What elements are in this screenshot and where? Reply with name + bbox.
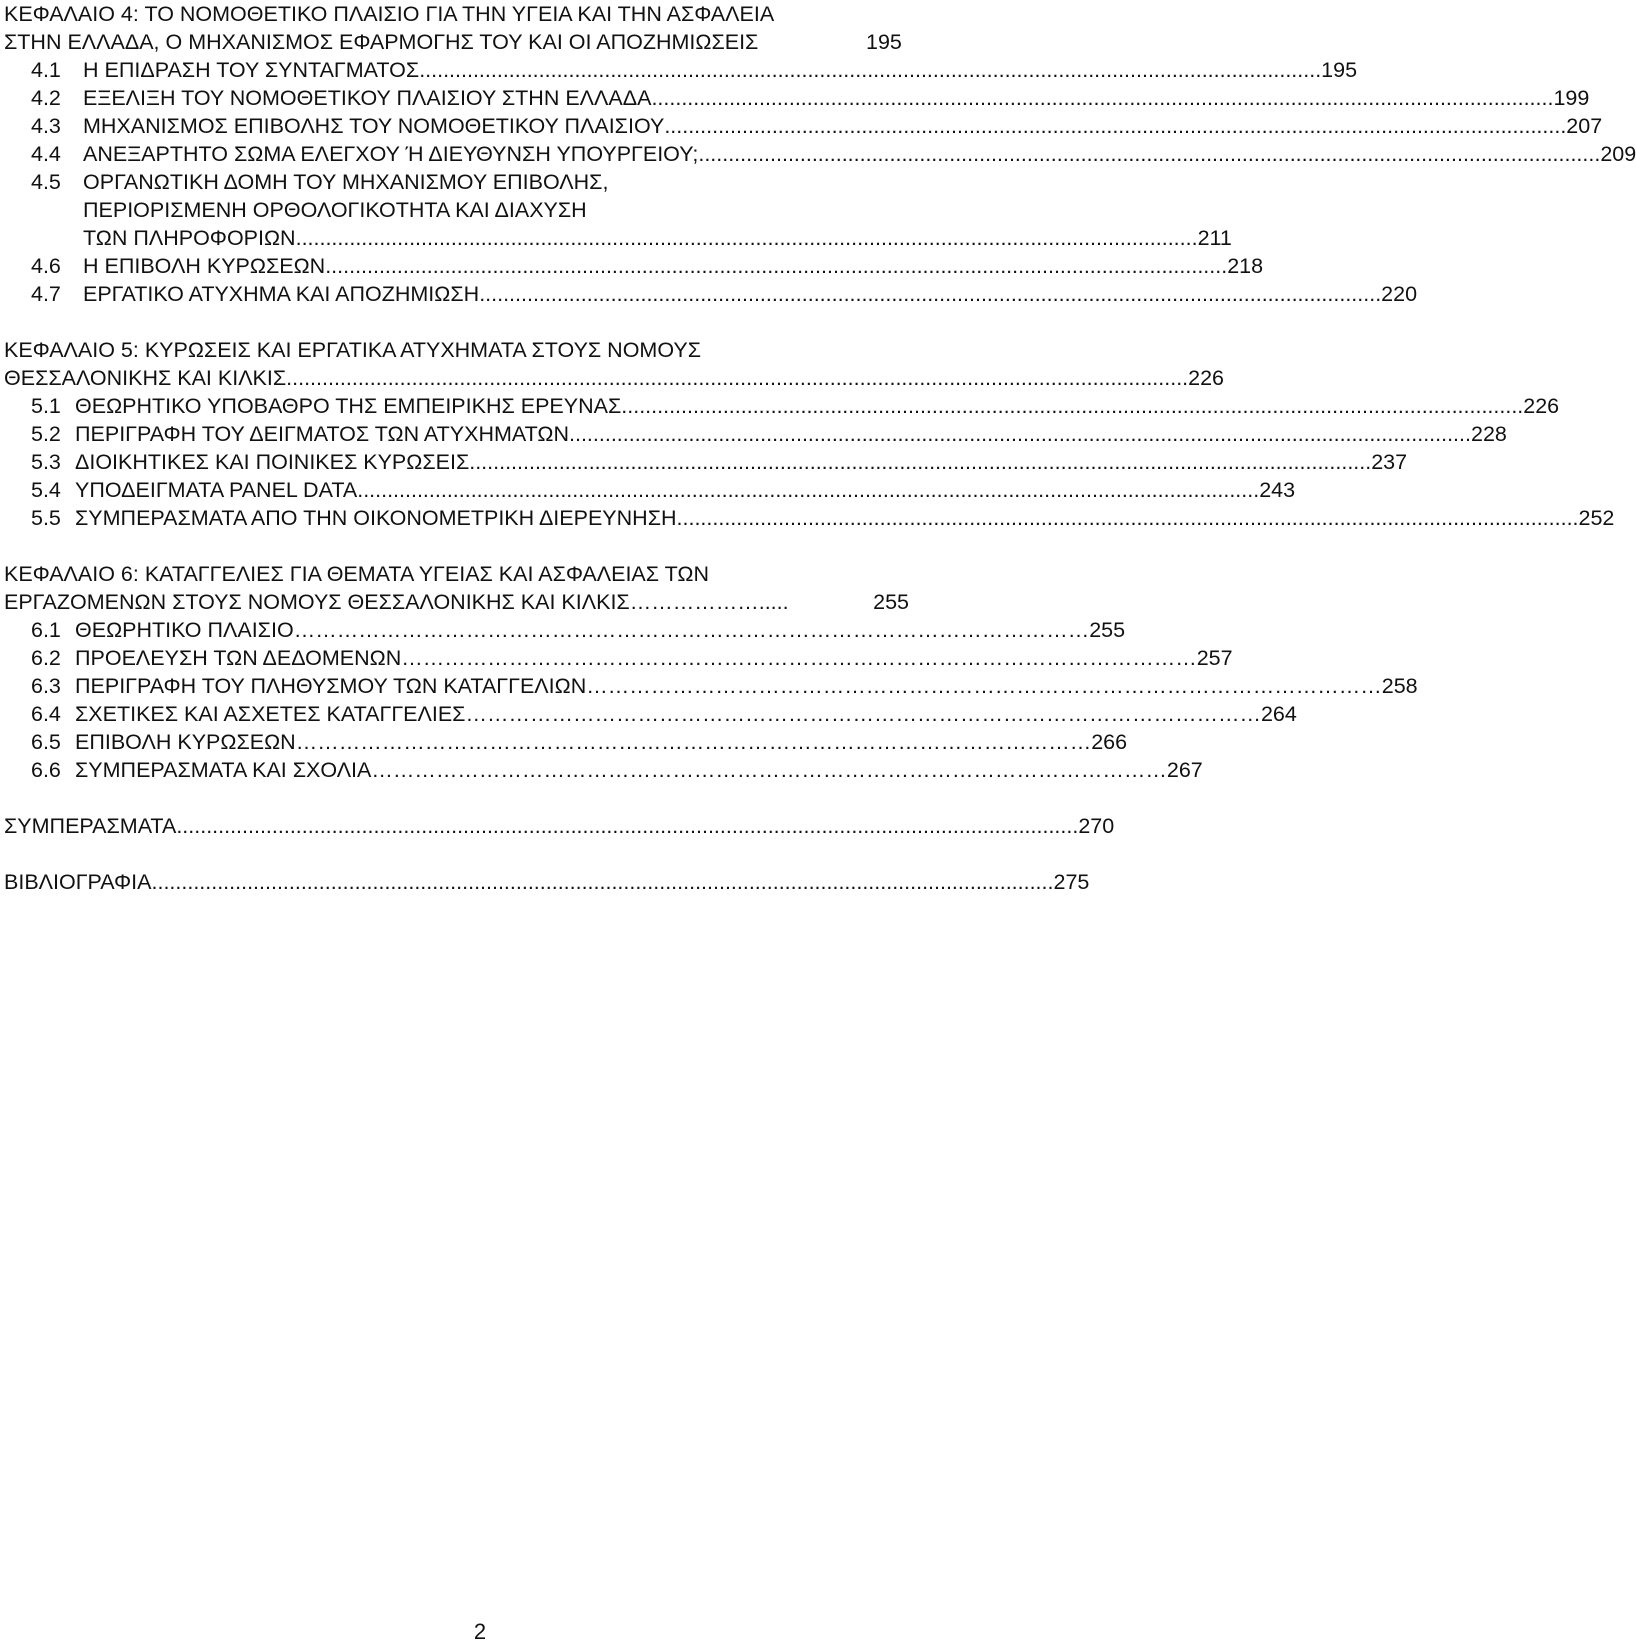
dot-leader: ………………………………………………………………………………………………… (371, 758, 1167, 782)
section-number: 5.5 (31, 506, 61, 530)
section-page: 252 (1578, 506, 1615, 530)
section-number: 4.5 (31, 170, 61, 194)
section-page: 243 (1259, 478, 1296, 502)
section-title: ΠΕΡΙΓΡΑΦΗ ΤΟΥ ΔΕΙΓΜΑΤΟΣ ΤΩΝ ΑΤΥΧΗΜΑΤΩΝ (75, 422, 569, 446)
section-title: ΔΙΟΙΚΗΤΙΚΕΣ ΚΑΙ ΠΟΙΝΙΚΕΣ ΚΥΡΩΣΕΙΣ (75, 450, 470, 474)
chapter-6-page: 255 (873, 590, 909, 614)
conclusions-entry (4, 812, 1115, 840)
dot-leader: ....................................................................................................................................................... (325, 254, 1228, 278)
dot-leader: ………………………………………………………………………………………………… (586, 674, 1382, 698)
section-page: 257 (1196, 646, 1233, 670)
section-number: 6.2 (31, 646, 61, 670)
section-title-line3: ΤΩΝ ΠΛΗΡΟΦΟΡΙΩΝ (83, 226, 296, 250)
section-page: 228 (1470, 422, 1507, 446)
toc-entry (31, 392, 1560, 420)
section-title: ΣΥΜΠΕΡΑΣΜΑΤΑ ΑΠΟ ΤΗΝ ΟΙΚΟΝΟΜΕΤΡΙΚΗ ΔΙΕΡΕΥΝΗΣΗ (75, 506, 677, 530)
toc-entry (31, 56, 1358, 84)
section-title: ΣΧΕΤΙΚΕΣ ΚΑΙ ΑΣΧΕΤΕΣ ΚΑΤΑΓΓΕΛΙΕΣ (75, 702, 466, 726)
section-number: 4.1 (31, 58, 61, 82)
section-page: 266 (1091, 730, 1128, 754)
dot-leader: ....................................................................................................................................................... (676, 506, 1579, 530)
section-number: 6.4 (31, 702, 61, 726)
dot-leader: ....................................................................................................................................................... (151, 870, 1054, 894)
section-title: ΘΕΩΡΗΤΙΚΟ ΠΛΑΙΣΙΟ (75, 618, 294, 642)
dot-leader: ....................................................................................................................................................... (286, 366, 1189, 390)
section-number: 4.6 (31, 254, 61, 278)
dot-leader: ………………………………………………………………………………………………… (293, 618, 1090, 642)
dot-leader: ………………………………………………………………………………………………… (295, 730, 1092, 754)
dot-leader: ....................................................................................................................................................... (621, 394, 1524, 418)
chapter-5-title-line1: ΚΕΦΑΛΑΙΟ 5: ΚΥΡΩΣΕΙΣ ΚΑΙ ΕΡΓΑΤΙΚΑ ΑΤΥΧΗΜΑΤΑ ΣΤΟΥΣ ΝΟΜΟΥΣ (4, 338, 701, 362)
bibliography-title: ΒΙΒΛΙΟΓΡΑΦΙΑ (4, 870, 152, 894)
section-title: ΘΕΩΡΗΤΙΚΟ ΥΠΟΒΑΘΡΟ ΤΗΣ ΕΜΠΕΙΡΙΚΗΣ ΕΡΕΥΝΑΣ (75, 394, 622, 418)
chapter-4-title-line2: ΣΤΗΝ ΕΛΛΑΔΑ, Ο ΜΗΧΑΝΙΣΜΟΣ ΕΦΑΡΜΟΓΗΣ ΤΟΥ ΚΑΙ ΟΙ ΑΠΟΖΗΜΙΩΣΕΙΣ (4, 30, 759, 54)
dot-leader: ....................................................................................................................................................... (651, 86, 1554, 110)
section-page: 237 (1371, 450, 1408, 474)
section-number: 6.1 (31, 618, 61, 642)
section-page: 258 (1381, 674, 1418, 698)
page-number: 2 (473, 1619, 487, 1644)
toc-entry (31, 728, 1128, 756)
conclusions-page: 270 (1078, 814, 1115, 838)
section-number: 5.3 (31, 450, 61, 474)
toc-entry (31, 504, 1615, 532)
section-title: ΜΗΧΑΝΙΣΜΟΣ ΕΠΙΒΟΛΗΣ ΤΟΥ ΝΟΜΟΘΕΤΙΚΟΥ ΠΛΑΙΣΙΟΥ (83, 114, 665, 138)
conclusions-title: ΣΥΜΠΕΡΑΣΜΑΤΑ (4, 814, 177, 838)
chapter-4-title-line1: ΚΕΦΑΛΑΙΟ 4: ΤΟ ΝΟΜΟΘΕΤΙΚΟ ΠΛΑΙΣΙΟ ΓΙΑ ΤΗΝ ΥΓΕΙΑ ΚΑΙ ΤΗΝ ΑΣΦΑΛΕΙΑ (4, 2, 775, 26)
section-number: 6.3 (31, 674, 61, 698)
toc-entry (31, 756, 1203, 784)
dot-leader: ....................................................................................................................................................... (469, 450, 1372, 474)
section-number: 6.5 (31, 730, 61, 754)
toc-entry (31, 252, 1264, 280)
section-title: ΠΡΟΕΛΕΥΣΗ ΤΩΝ ΔΕΔΟΜΕΝΩΝ (75, 646, 402, 670)
toc-entry (31, 672, 1418, 700)
toc-entry (31, 700, 1297, 728)
section-number: 5.2 (31, 422, 61, 446)
section-number: 5.4 (31, 478, 61, 502)
section-number: 5.1 (31, 394, 61, 418)
dot-leader: ………………………………………………………………………………………………… (465, 702, 1261, 726)
toc-entry (31, 112, 1603, 140)
section-title: ΕΠΙΒΟΛΗ ΚΥΡΩΣΕΩΝ (75, 730, 296, 754)
dot-leader: ....................................................................................................................................................... (479, 282, 1382, 306)
section-title: ΕΡΓΑΤΙΚΟ ΑΤΥΧΗΜΑ ΚΑΙ ΑΠΟΖΗΜΙΩΣΗ (83, 282, 480, 306)
section-page: 267 (1166, 758, 1203, 782)
chapter-6-title-line2: ΕΡΓΑΖΟΜΕΝΩΝ ΣΤΟΥΣ ΝΟΜΟΥΣ ΘΕΣΣΑΛΟΝΙΚΗΣ ΚΑΙ ΚΙΛΚΙΣ (4, 590, 630, 614)
section-number: 4.3 (31, 114, 61, 138)
toc-entry (31, 616, 1126, 644)
section-page: 195 (1321, 58, 1358, 82)
toc-entry (31, 280, 1418, 308)
section-page: 255 (1089, 618, 1126, 642)
chapter-6-title-line1: ΚΕΦΑΛΑΙΟ 6: ΚΑΤΑΓΓΕΛΙΕΣ ΓΙΑ ΘΕΜΑΤΑ ΥΓΕΙΑΣ ΚΑΙ ΑΣΦΑΛΕΙΑΣ ΤΩΝ (4, 562, 709, 586)
toc-entry (31, 84, 1590, 112)
toc-entry (31, 476, 1296, 504)
section-title: ΕΞΕΛΙΞΗ ΤΟΥ ΝΟΜΟΘΕΤΙΚΟΥ ΠΛΑΙΣΙΟΥ ΣΤΗΝ ΕΛΛΑΔΑ (83, 86, 652, 110)
section-page: 220 (1381, 282, 1418, 306)
section-number: 4.2 (31, 86, 61, 110)
dot-leader: ………………..... (629, 590, 789, 614)
section-title: ΑΝΕΞΑΡΤΗΤΟ ΣΩΜΑ ΕΛΕΓΧΟΥ Ή ΔΙΕΥΘΥΝΣΗ ΥΠΟΥΡΓΕΙΟΥ; (83, 142, 699, 166)
dot-leader: ....................................................................................................................................................... (664, 114, 1567, 138)
toc-entry (31, 448, 1408, 476)
section-title: ΠΕΡΙΓΡΑΦΗ ΤΟΥ ΠΛΗΘΥΣΜΟΥ ΤΩΝ ΚΑΤΑΓΓΕΛΙΩΝ (75, 674, 587, 698)
section-title: ΥΠΟΔΕΙΓΜΑΤΑ PANEL DATA (75, 478, 358, 502)
toc-entry (31, 140, 1636, 168)
dot-leader: ....................................................................................................................................................... (698, 142, 1601, 166)
section-page: 211 (1197, 226, 1232, 250)
toc-entry (31, 420, 1507, 448)
section-page: 218 (1227, 254, 1264, 278)
section-number: 4.7 (31, 282, 61, 306)
section-4-5-line3 (83, 224, 1232, 252)
section-title: Η ΕΠΙΒΟΛΗ ΚΥΡΩΣΕΩΝ (83, 254, 326, 278)
bibliography-entry (4, 868, 1090, 896)
section-title: Η ΕΠΙΔΡΑΣΗ ΤΟΥ ΣΥΝΤΑΓΜΑΤΟΣ (83, 58, 420, 82)
section-number: 4.4 (31, 142, 61, 166)
chapter-6-title-cont (4, 588, 909, 616)
section-page: 264 (1260, 702, 1297, 726)
chapter-5-page: 226 (1188, 366, 1225, 390)
section-number: 6.6 (31, 758, 61, 782)
chapter-4-page: 195 (866, 30, 902, 54)
chapter-5-title-cont (4, 364, 1225, 392)
section-page: 226 (1523, 394, 1560, 418)
dot-leader: ....................................................................................................................................................... (295, 226, 1198, 250)
section-title: ΣΥΜΠΕΡΑΣΜΑΤΑ ΚΑΙ ΣΧΟΛΙΑ (75, 758, 372, 782)
dot-leader: ....................................................................................................................................................... (419, 58, 1322, 82)
section-page: 199 (1553, 86, 1590, 110)
toc-entry (31, 644, 1233, 672)
section-page: 209 (1600, 142, 1636, 166)
section-title-line1: ΟΡΓΑΝΩΤΙΚΗ ΔΟΜΗ ΤΟΥ ΜΗΧΑΝΙΣΜΟΥ ΕΠΙΒΟΛΗΣ, (83, 170, 609, 194)
dot-leader: ………………………………………………………………………………………………… (401, 646, 1197, 670)
section-title-line2: ΠΕΡΙΟΡΙΣΜΕΝΗ ΟΡΘΟΛΟΓΙΚΟΤΗΤΑ ΚΑΙ ΔΙΑΧΥΣΗ (83, 198, 587, 222)
dot-leader: ....................................................................................................................................................... (176, 814, 1079, 838)
dot-leader: ....................................................................................................................................................... (357, 478, 1260, 502)
dot-leader: ....................................................................................................................................................... (569, 422, 1471, 446)
section-page: 207 (1566, 114, 1603, 138)
bibliography-page: 275 (1053, 870, 1090, 894)
chapter-5-title-line2: ΘΕΣΣΑΛΟΝΙΚΗΣ ΚΑΙ ΚΙΛΚΙΣ (4, 366, 287, 390)
